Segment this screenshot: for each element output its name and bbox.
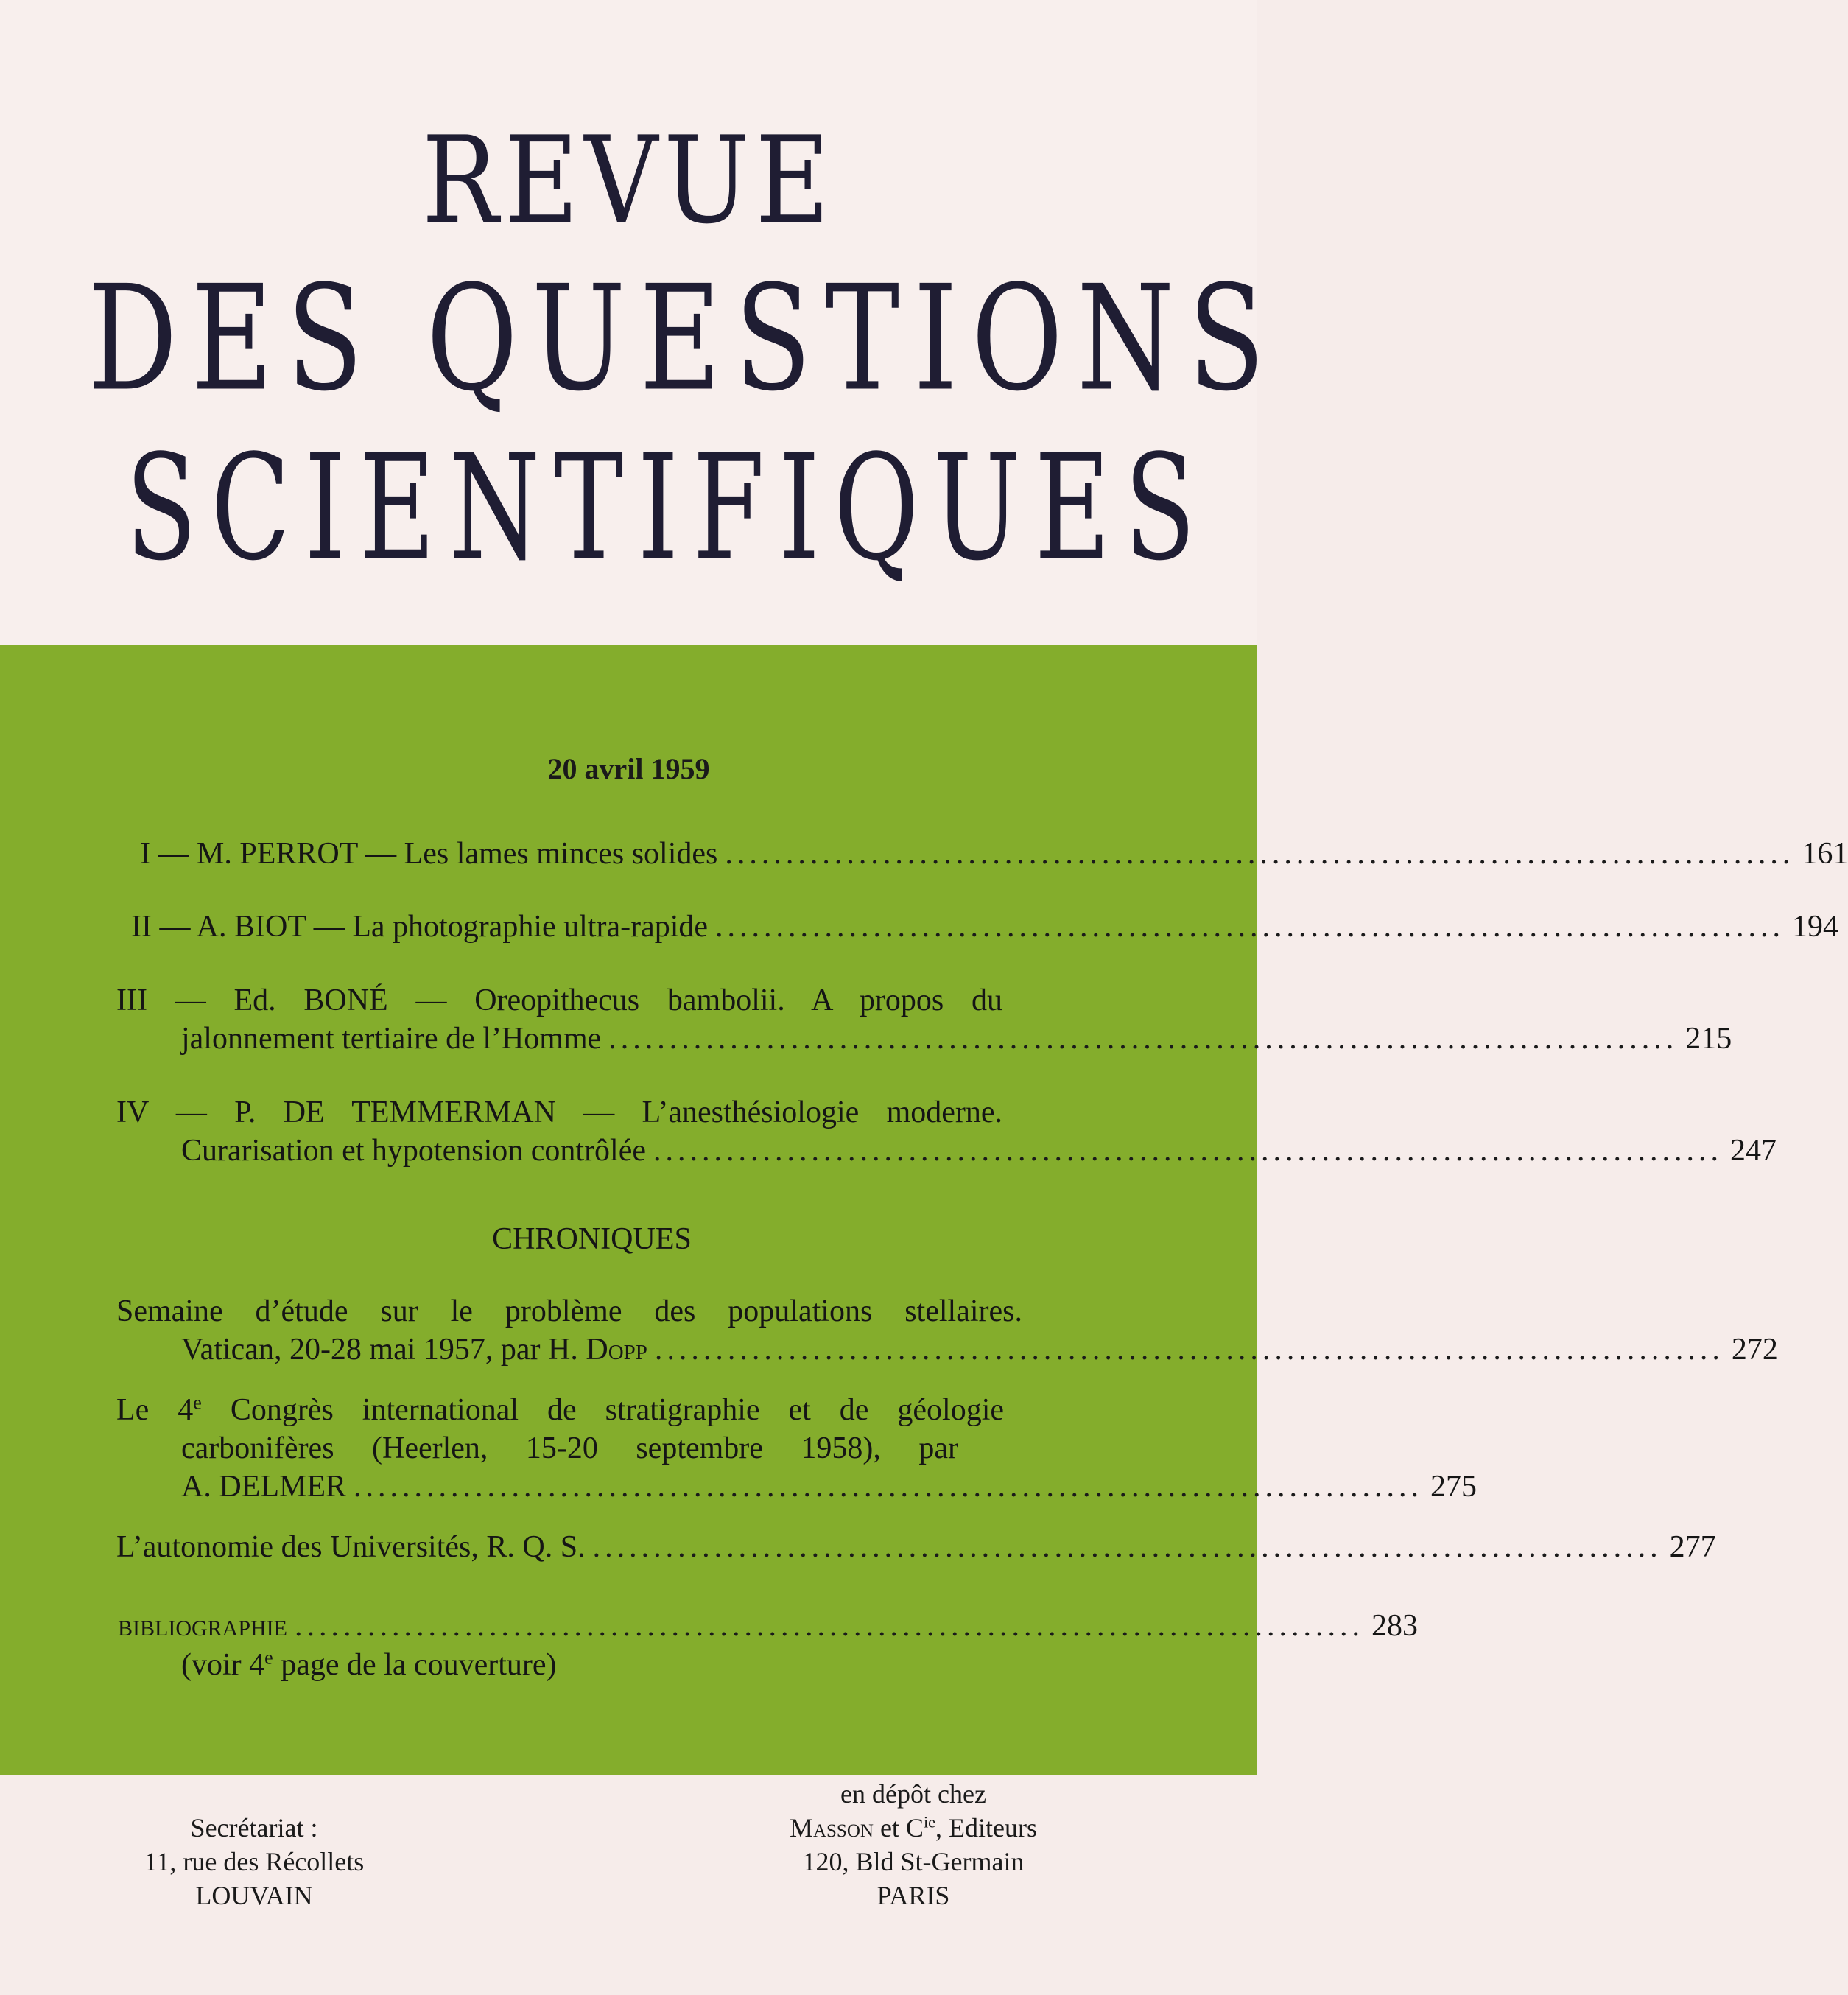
chronique-text: Vatican, 20-28 mai 1957, par H. <box>181 1333 578 1367</box>
publisher-address <box>748 1777 1079 1912</box>
publisher-name <box>748 1811 1079 1845</box>
chronique-text: Semaine d’étude sur le problème des populations stellaires. <box>116 1294 1022 1328</box>
chronique-author: Dopp <box>586 1333 647 1367</box>
leader-dots: ........................................................................................ <box>715 910 1785 944</box>
toc-entry-1: I — M. PERROT — Les lames minces solides ........................................................................................ 161 <box>140 837 1848 871</box>
entry-number: II <box>131 910 152 944</box>
toc-entry-3-line2 <box>181 1021 1732 1056</box>
depot-label: en dépôt chez <box>840 1779 986 1809</box>
chronique-author: A. DELMER <box>181 1470 346 1504</box>
entry-page: 215 <box>1685 1022 1732 1056</box>
issue-date: 20 avril 1959 <box>547 752 710 785</box>
entry-title: Oreopithecus bambolii. A propos du <box>474 984 1002 1017</box>
entry-page: 161 <box>1802 837 1848 871</box>
bibliographie-entry <box>118 1608 1418 1644</box>
publisher-sc: Masson <box>789 1813 874 1843</box>
chronique-2-line3 <box>181 1469 1477 1504</box>
entry-page: 272 <box>1731 1333 1778 1367</box>
entry-page: 194 <box>1792 910 1839 944</box>
chronique-1-line1 <box>116 1294 1022 1329</box>
leader-dots: ........................................................................................ <box>295 1609 1364 1643</box>
entry-title: L’anesthésiologie moderne. <box>642 1095 1003 1129</box>
entry-title-cont: jalonnement tertiaire de l’Homme <box>181 1022 602 1056</box>
entry-page: 275 <box>1430 1470 1477 1504</box>
note-text: (voir 4 <box>181 1648 265 1682</box>
secretariat-label: Secrétariat : <box>190 1813 318 1843</box>
entry-page: 247 <box>1730 1134 1777 1168</box>
toc-entry-2: II — A. BIOT — La photographie ultra-rapide ........................................................................................ 194 <box>131 910 1839 944</box>
publisher-text: et C <box>873 1813 924 1843</box>
masthead-scientifiques: SCIENTIFIQUES <box>125 424 1210 593</box>
masthead-revue: REVUE <box>421 111 836 250</box>
entry-number: I <box>140 837 150 871</box>
masthead-des-questions: DES QUESTIONS <box>88 254 1279 424</box>
entry-number: IV <box>116 1095 149 1129</box>
secretariat-address <box>88 1811 420 1912</box>
entry-number: III <box>116 984 147 1017</box>
superscript: e <box>264 1647 273 1669</box>
bibliographie-note <box>181 1647 557 1683</box>
leader-dots: ........................................................................................ <box>354 1470 1423 1504</box>
secretariat-city: LOUVAIN <box>195 1881 313 1910</box>
publisher-text: , Editeurs <box>935 1813 1038 1843</box>
chronique-text: Congrès international de stratigraphie et de géologie <box>201 1393 1005 1427</box>
toc-entry-4-line2 <box>181 1133 1777 1168</box>
entry-title: La photographie ultra-rapide <box>352 910 709 944</box>
entry-title-cont: Curarisation et hypotension contrôlée <box>181 1134 647 1168</box>
entry-author: M. PERROT <box>197 837 358 871</box>
superscript: e <box>193 1392 202 1414</box>
chronique-2-line2 <box>181 1431 958 1466</box>
entry-author: A. BIOT <box>196 910 306 944</box>
entry-author: Ed. BONÉ <box>233 984 388 1017</box>
chronique-text: carbonifères (Heerlen, 15-20 septembre 1958), par <box>181 1431 958 1465</box>
entry-title: Les lames minces solides <box>404 837 718 871</box>
toc-entry-4-line1: IV — P. DE TEMMERMAN — L’anesthésiologie moderne. <box>116 1095 1003 1129</box>
toc-entry-3-line1: III — Ed. BONÉ — Oreopithecus bambolii. A propos du <box>116 984 1002 1017</box>
leader-dots: ........................................................................................ <box>592 1530 1662 1564</box>
chronique-1-line2 <box>181 1332 1778 1367</box>
chroniques-heading: CHRONIQUES <box>492 1222 692 1256</box>
chronique-2-line1 <box>116 1392 1004 1428</box>
leader-dots: ........................................................................................ <box>653 1134 1724 1168</box>
entry-author: P. DE TEMMERMAN <box>234 1095 556 1129</box>
leader-dots: ........................................................................................ <box>654 1333 1724 1367</box>
secretariat-street: 11, rue des Récollets <box>144 1847 365 1876</box>
chronique-text: Le 4 <box>116 1393 194 1427</box>
entry-page: 277 <box>1669 1530 1716 1564</box>
publisher-city: PARIS <box>876 1881 950 1910</box>
note-text: page de la couverture) <box>273 1648 557 1682</box>
bibliographie-label: BIBLIOGRAPHIE <box>118 1616 287 1641</box>
leader-dots: ........................................................................................ <box>608 1022 1679 1056</box>
chronique-3 <box>116 1529 1716 1565</box>
entry-page: 283 <box>1371 1609 1418 1643</box>
publisher-street: 120, Bld St-Germain <box>802 1847 1025 1876</box>
leader-dots: ........................................................................................ <box>725 837 1795 871</box>
chronique-text: L’autonomie des Universités, R. Q. S. <box>116 1530 586 1564</box>
superscript: ie <box>923 1812 936 1831</box>
